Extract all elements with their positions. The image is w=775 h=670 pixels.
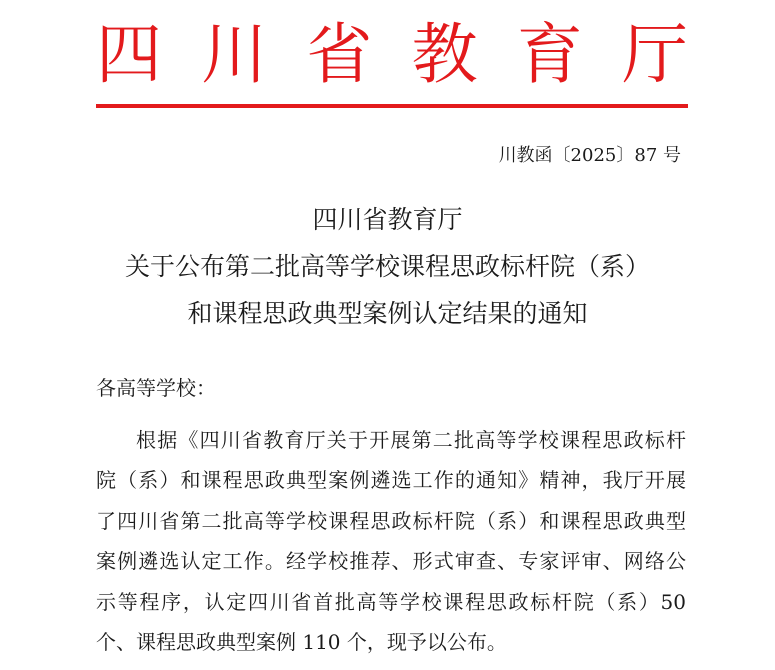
agency-char: 省 <box>306 16 373 93</box>
agency-char: 教 <box>411 16 478 93</box>
body-line: 了四川省第二批高等学校课程思政标杆院（系）和课程思政典型 <box>96 508 686 533</box>
red-separator-line <box>96 104 688 108</box>
document-title <box>60 196 715 337</box>
salutation: 各高等学校： <box>96 376 216 400</box>
title-line: 关于公布第二批高等学校课程思政标杆院（系） <box>124 252 650 281</box>
agency-char: 育 <box>516 16 583 93</box>
issuing-agency-header <box>96 14 688 96</box>
body-paragraph <box>96 420 686 662</box>
agency-char: 川 <box>201 16 268 93</box>
agency-char: 厅 <box>621 16 688 93</box>
body-line: 个、课程思政典型案例 110 个，现予以公布。 <box>96 629 507 654</box>
body-line: 案例遴选认定工作。经学校推荐、形式审查、专家评审、网络公 <box>96 549 686 574</box>
agency-char: 四 <box>96 16 162 93</box>
document-number: 川教函〔2025〕87 号 <box>498 145 681 166</box>
body-line: 院（系）和课程思政典型案例遴选工作的通知》精神，我厅开展 <box>96 468 686 493</box>
body-line: 示等程序，认定四川省首批高等学校课程思政标杆院（系）50 <box>96 589 686 614</box>
body-line: 根据《四川省教育厅关于开展第二批高等学校课程思政标杆 <box>136 428 686 452</box>
title-line: 四川省教育厅 <box>312 205 463 234</box>
title-line: 和课程思政典型案例认定结果的通知 <box>187 299 588 328</box>
